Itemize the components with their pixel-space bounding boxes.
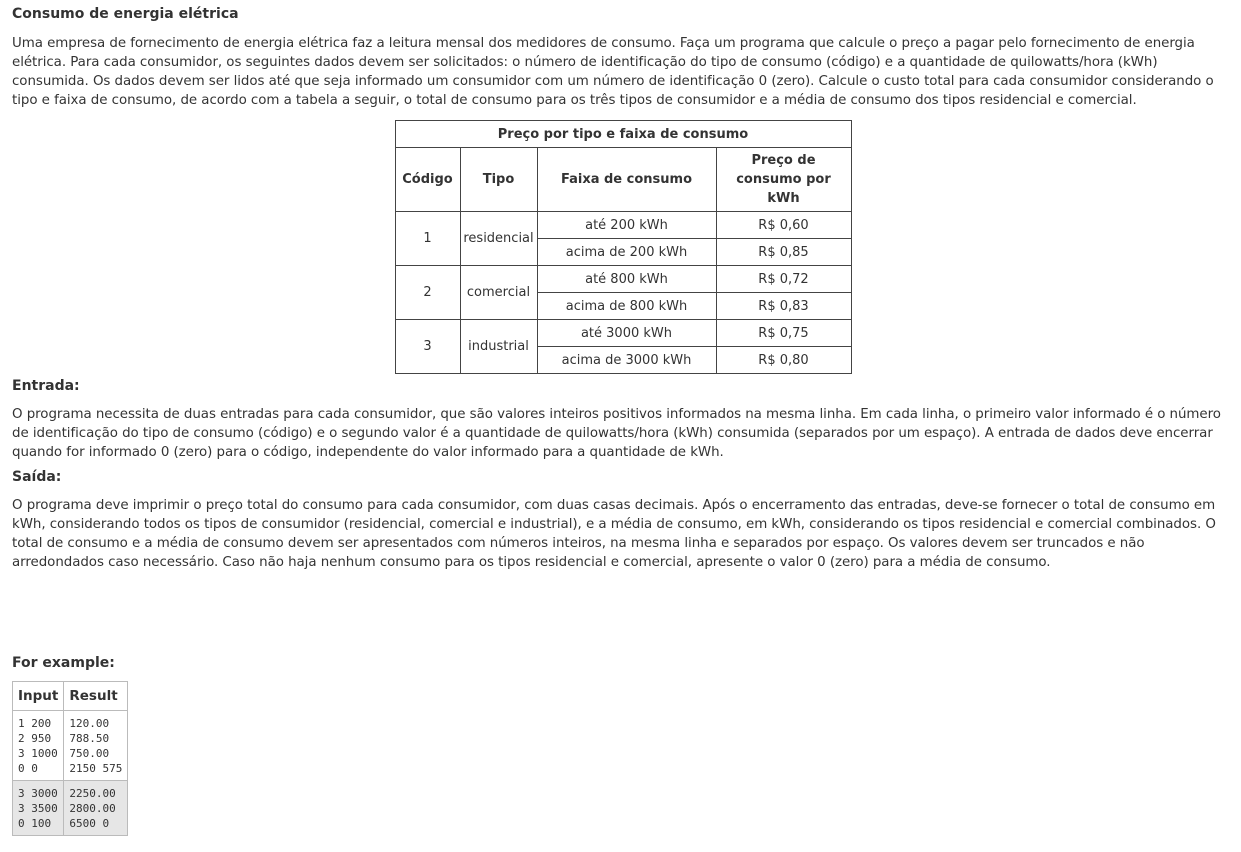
header-codigo: Código (395, 148, 460, 212)
table-row (395, 320, 851, 347)
header-preco: Preço de consumo por kWh (716, 148, 851, 212)
code-cell: 2 (395, 266, 460, 320)
example-row (13, 711, 128, 781)
price-cell: R$ 0,80 (716, 347, 851, 374)
saida-text: O programa deve imprimir o preço total do consumo para cada consumidor, com duas casas decimais. Após o encerramento das entradas, deve-se fornecer o total de consumo em kWh, considerando todos os tipos de consumidor (residencial, comercial e industrial), e a média de consumo, em kWh, considerando os tipos residencial e comercial combinados. O total de consumo e a média de consumo devem ser apresentados com números inteiros, na mesma linha e separados por espaço. Os valores devem ser truncados e não arredondados caso necessário. Caso não haja nenhum consumo para os tipos residencial e comercial, apresente o valor 0 (zero) para a média de consumo. (12, 498, 1216, 570)
intro-paragraph: Uma empresa de fornecimento de energia elétrica faz a leitura mensal dos medidores de consumo. Faça um programa que calcule o preço a pagar pelo fornecimento de energia elétrica. Para cada consumidor, os seguintes dados devem ser solicitados: o número de identificação do tipo de consumo (código) e a quantidade de quilowatts/hora (kWh) consumida. Os dados devem ser lidos até que seja informado um consumidor com um número de identificação 0 (zero). Calcule o custo total para cada consumidor considerando o tipo e faixa de consumo, de acordo com a tabela a seguir, o total de consumo para os três tipos de consumidor e a média de consumo dos tipos residencial e comercial. (12, 36, 1214, 108)
saida-title: Saída: (12, 469, 62, 485)
header-tipo: Tipo (460, 148, 537, 212)
price-table-caption: Preço por tipo e faixa de consumo (395, 121, 851, 148)
example-input: 1 200 2 950 3 1000 0 0 (13, 711, 64, 781)
example-title: For example: (12, 655, 115, 671)
price-cell: R$ 0,72 (716, 266, 851, 293)
range-cell: acima de 800 kWh (537, 293, 716, 320)
header-faixa: Faixa de consumo (537, 148, 716, 212)
example-result: 120.00 788.50 750.00 2150 575 (64, 711, 128, 781)
price-cell: R$ 0,83 (716, 293, 851, 320)
example-header-input: Input (13, 682, 64, 711)
problem-statement (12, 4, 1234, 374)
code-cell: 1 (395, 212, 460, 266)
entrada-text: O programa necessita de duas entradas para cada consumidor, que são valores inteiros positivos informados na mesma linha. Em cada linha, o primeiro valor informado é o número de identificação do tipo de consumo (código) e o segundo valor é a quantidade de quilowatts/hora (kWh) consumida (separados por um espaço). A entrada de dados deve encerrar quando for informado 0 (zero) para o código, independente do valor informado para a quantidade de kWh. (12, 407, 1221, 460)
price-cell: R$ 0,85 (716, 239, 851, 266)
entrada-section (12, 376, 1234, 462)
price-cell: R$ 0,60 (716, 212, 851, 239)
price-table (395, 120, 852, 374)
example-header-result: Result (64, 682, 128, 711)
range-cell: até 200 kWh (537, 212, 716, 239)
range-cell: acima de 200 kWh (537, 239, 716, 266)
example-result: 2250.00 2800.00 6500 0 (64, 781, 128, 836)
range-cell: acima de 3000 kWh (537, 347, 716, 374)
range-cell: até 3000 kWh (537, 320, 716, 347)
type-cell: residencial (460, 212, 537, 266)
range-cell: até 800 kWh (537, 266, 716, 293)
example-row (13, 781, 128, 836)
code-cell: 3 (395, 320, 460, 374)
saida-section (12, 467, 1234, 572)
page-title: Consumo de energia elétrica (12, 6, 239, 22)
table-row (395, 212, 851, 239)
table-row (395, 266, 851, 293)
type-cell: industrial (460, 320, 537, 374)
price-cell: R$ 0,75 (716, 320, 851, 347)
entrada-title: Entrada: (12, 378, 80, 394)
type-cell: comercial (460, 266, 537, 320)
example-input: 3 3000 3 3500 0 100 (13, 781, 64, 836)
example-table (12, 681, 128, 836)
